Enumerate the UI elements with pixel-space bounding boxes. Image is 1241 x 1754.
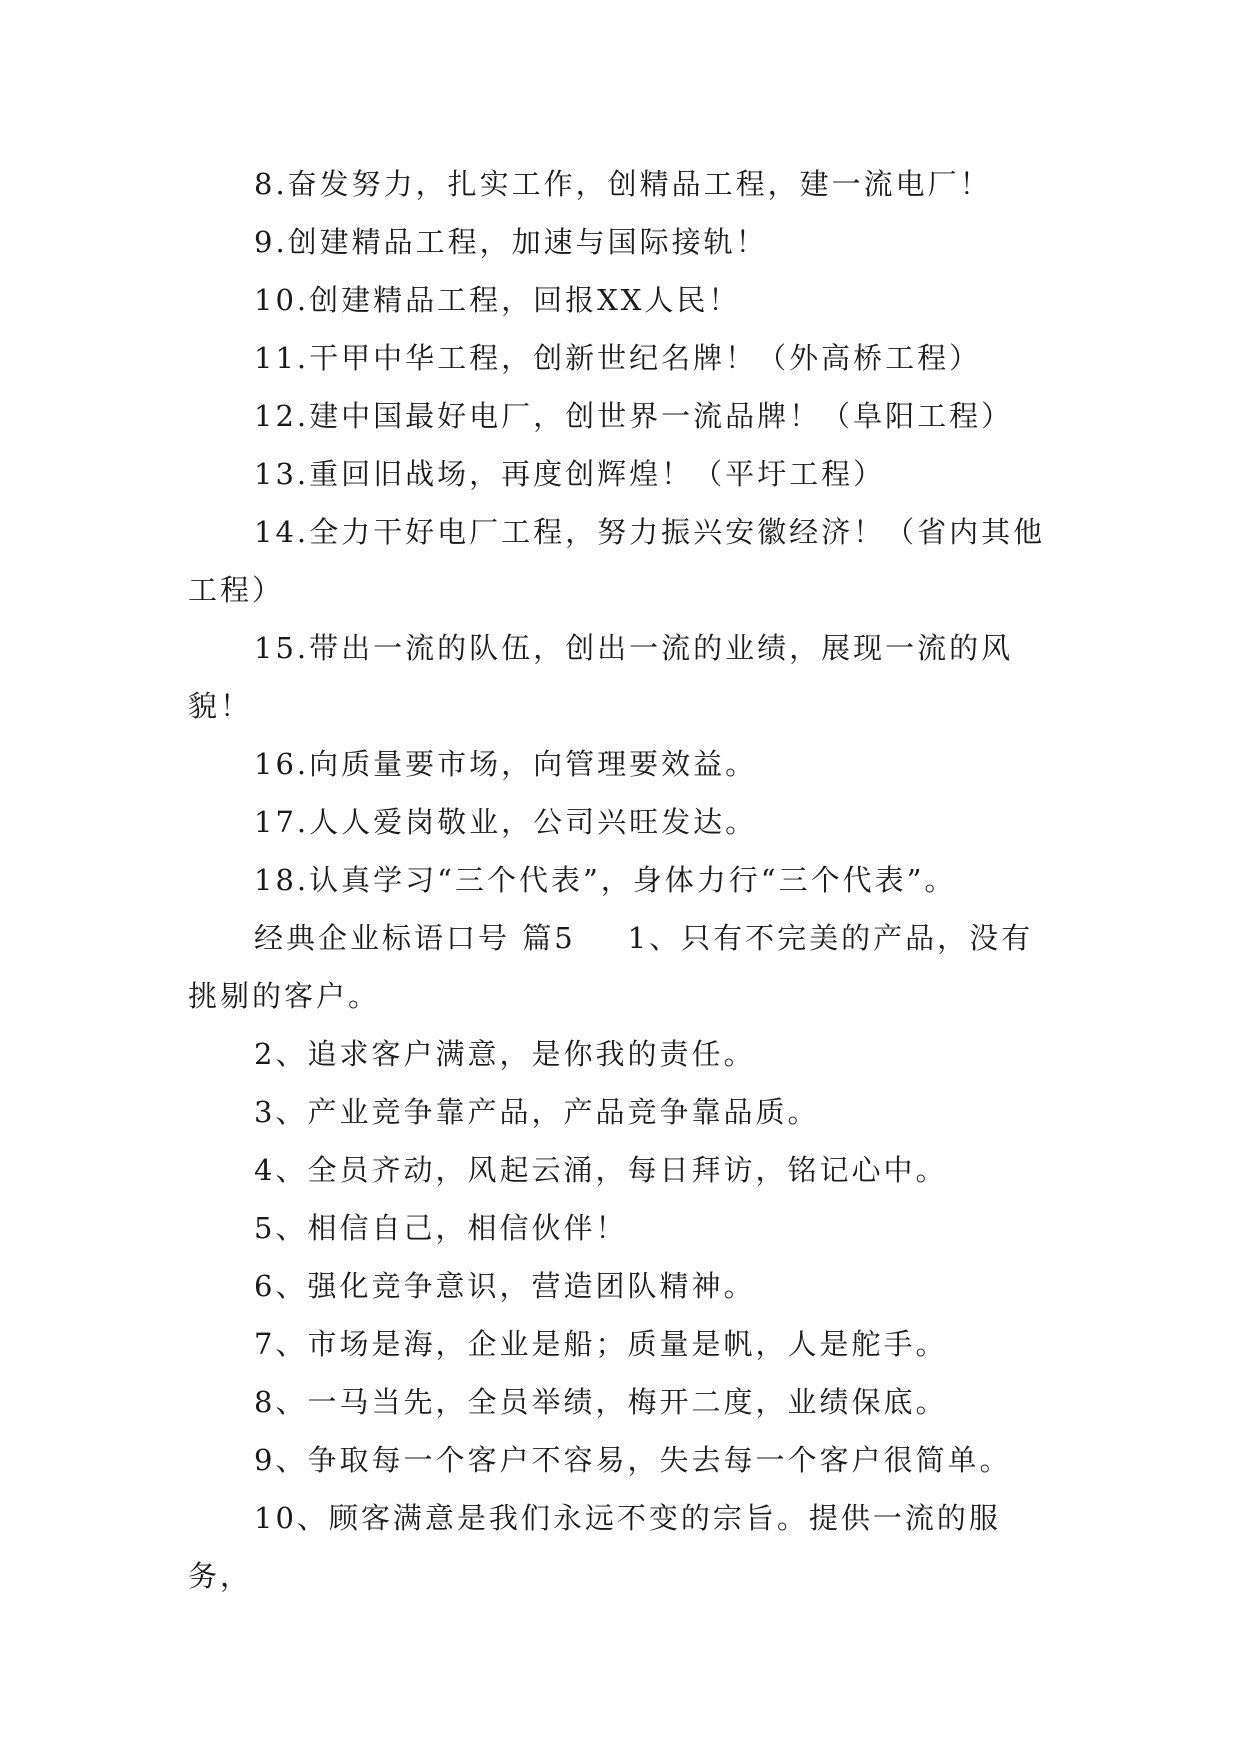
slogan-paragraph: 16.向质量要市场，向管理要效益。 xyxy=(254,747,758,781)
slogan-paragraph: 15.带出一流的队伍，创出一流的业绩，展现一流的风貌！ xyxy=(188,631,1014,723)
document-body xyxy=(188,155,1048,1605)
slogan-paragraph: 12.建中国最好电厂，创世界一流品牌！（阜阳工程） xyxy=(254,399,1014,433)
slogan-list-item: 8、一马当先，全员举绩，梅开二度，业绩保底。 xyxy=(254,1385,948,1419)
slogan-list-item: 10、顾客满意是我们永远不变的宗旨。提供一流的服务， xyxy=(188,1501,1001,1593)
section-heading: 经典企业标语口号 篇5 xyxy=(254,921,576,955)
slogan-list-item: 7、市场是海，企业是船；质量是帆，人是舵手。 xyxy=(254,1327,948,1361)
slogan-paragraph: 9.创建精品工程，加速与国际接轨！ xyxy=(254,225,768,259)
section-paragraph xyxy=(188,909,1048,1025)
slogan-paragraph: 13.重回旧战场，再度创辉煌！（平圩工程） xyxy=(254,457,886,491)
slogan-list-item: 5、相信自己，相信伙伴！ xyxy=(254,1211,628,1245)
slogan-list-item: 2、追求客户满意，是你我的责任。 xyxy=(254,1037,756,1071)
slogan-list-item: 6、强化竞争意识，营造团队精神。 xyxy=(254,1269,756,1303)
slogan-list-item: 9、争取每一个客户不容易，失去每一个客户很简单。 xyxy=(254,1443,1012,1477)
section-first-item: 1、只有不完美的产品，没有挑剔的客户。 xyxy=(188,921,1034,1013)
slogan-paragraph: 8.奋发努力，扎实工作，创精品工程，建一流电厂！ xyxy=(254,167,992,201)
slogan-paragraph: 18.认真学习“三个代表”，身体力行“三个代表”。 xyxy=(254,863,957,897)
slogan-list-item: 3、产业竞争靠产品，产品竞争靠品质。 xyxy=(254,1095,820,1129)
slogan-paragraph: 11.干甲中华工程，创新世纪名牌！（外高桥工程） xyxy=(254,341,982,375)
slogan-paragraph: 17.人人爱岗敬业，公司兴旺发达。 xyxy=(254,805,758,839)
slogan-paragraph: 10.创建精品工程，回报XX人民！ xyxy=(254,283,741,317)
slogan-list-item: 4、全员齐动，风起云涌，每日拜访，铭记心中。 xyxy=(254,1153,948,1187)
slogan-paragraph: 14.全力干好电厂工程，努力振兴安徽经济！（省内其他工程） xyxy=(188,515,1046,607)
